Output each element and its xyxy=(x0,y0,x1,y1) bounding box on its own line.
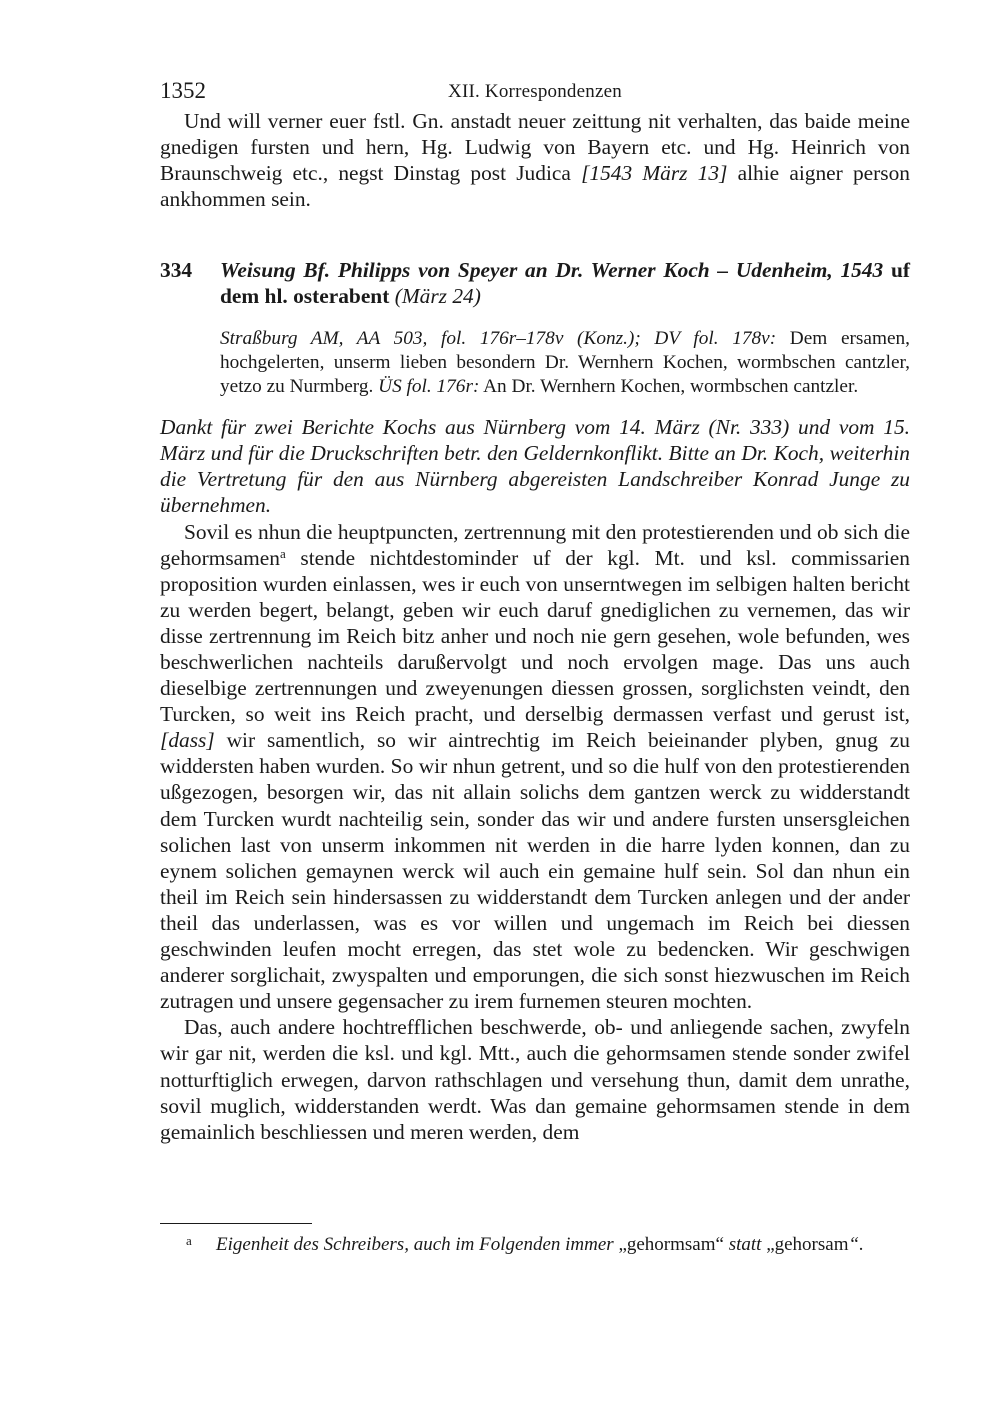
entry-title-main: Weisung Bf. Philipps von Speyer an Dr. Werner Koch – Udenheim, 1543 xyxy=(220,258,884,283)
body-paragraph-1-c: wir samentlich, so wir aintrechtig im Reich beieinander plyben, gnug zu widdersten haben wurden. So wir nhun getrent, und so die hulf von den protestierenden ußgezogen, besorgen wir, das nit allain solichs dem gantzen werck zu widderstandt dem Turcken wurdt nachteilig sein, sonder das wir und andere fursten unsersgleichen solichen last von unserm inkommen nit werden in die harre lyden konnen, dan zu eynem solichen gemaynen werck wil auch ein gemaine hulf sein. Sol dan nhun ein theil im Reich sein hindersassen zu widderstandt dem Turcken anlegen und der ander theil das underlassen, was es vor willen und ungemach im Reich bei diessen geschwinden leufen mocht erregen, das stet wole zu bedencken. Wir geschwigen anderer sorglichait, zwyspalten und emporungen, die sich sonst hiezwuschen im Reich zutragen und unsere gegensacher zu irem furnemen steuren mochten. xyxy=(160,728,910,1014)
footnote-italic-1: Eigenheit des Schreibers, auch im Folgenden immer xyxy=(216,1234,614,1255)
body-paragraph-1-a: Sovil es nhun die heuptpuncten, zertrennung mit den protestierenden und ob sich die gehormsamen xyxy=(160,519,910,570)
source-folio: ÜS fol. 176r: xyxy=(378,375,480,397)
intro-paragraph-text: Und will verner euer fstl. Gn. anstadt neuer zeittung nit verhalten, das baide meine gnedigen fursten und hern, Hg. Ludwig von Bayern etc. und Hg. Heinrich von Braunschweig etc., negst Dinstag post Judica xyxy=(160,109,910,186)
body-paragraph-1-b: stende nichtdestominder uf der kgl. Mt. und ksl. commissarien proposition wurden einlassen, wes ir euch von unserntwegen im selbigen halten bericht zu werden begert, belangt, geben wir euch daruf gnediglichen zu vernemen, das wir disse zertrennung im Reich bitz anher und noch nie gern gesehen, wole befunden, wes beschwerlichen nachteils darußervolgt und noch ervolgen mage. Das uns auch dieselbige zertrennungen und zweyenungen diessen grossen, sorglichsten veindt, den Turcken, so weit ins Reich pracht, und derselbig dermassen verfast und gerust ist, xyxy=(160,545,910,727)
footnote xyxy=(186,1229,910,1257)
entry-title-date: (März 24) xyxy=(394,284,481,309)
page-header xyxy=(160,78,910,108)
footnote-mark: a xyxy=(186,1233,192,1248)
editorial-insert: [dass] xyxy=(160,728,215,753)
entry-title xyxy=(220,257,910,309)
source-archive: Straßburg AM, AA 503, fol. 176r–178v (Konz.); DV fol. 178v: xyxy=(220,328,777,350)
footnote-italic-2: statt xyxy=(728,1234,762,1255)
entry-heading xyxy=(160,257,910,309)
footnote-italic-3: “. xyxy=(848,1234,864,1255)
document-page xyxy=(160,78,910,1145)
running-head: XII. Korrespondenzen xyxy=(448,81,622,102)
footnote-quote-2: „gehorsam xyxy=(761,1234,849,1255)
body-paragraph-2: Das, auch andere hochtrefflichen beschwerde, ob- und anliegende sachen, zwyfeln wir gar nit, werden die ksl. und kgl. Mtt., auch die gehormsamen stende sonder zwifel notturftiglich erwegen, darvon rathschlagen und versehung thun, damit dem unrathe, sovil muglich, widderstanden werdt. Was dan gemaine gehormsamen stende in dem gemainlich beschliessen und meren werden, dem xyxy=(160,1015,910,1144)
intro-paragraph-date: [1543 März 13] xyxy=(581,161,728,186)
entry-title-upright: uf dem hl. osterabent xyxy=(220,258,910,309)
intro-paragraph-end: alhie aigner person ankhommen sein. xyxy=(160,161,910,212)
source-address-1: Dem ersamen, hochgelerten, unserm lieben besondern Dr. Wernhern Kochen, wormbschen cantzler, yetzo zu Nurmberg. xyxy=(220,328,910,397)
intro-paragraph xyxy=(160,108,910,212)
footnote-quote-1: „gehormsam“ xyxy=(613,1234,729,1255)
entry-summary: Dankt für zwei Berichte Kochs aus Nürnberg vom 14. März (Nr. 333) und vom 15. März und für die Druckschriften betr. den Geldernkonflikt. Bitte an Dr. Koch, weiterhin die Vertretung für den aus Nürnberg abgereisten Landschreiber Konrad Junge zu übernehmen. xyxy=(160,415,910,518)
footnote-rule xyxy=(160,1223,312,1224)
source-address-2: An Dr. Wernhern Kochen, wormbschen cantzler. xyxy=(479,375,859,397)
page-number: 1352 xyxy=(160,78,206,103)
entry-number: 334 xyxy=(160,258,193,283)
footnote-reference-a[interactable]: a xyxy=(280,545,286,561)
body-paragraph-1 xyxy=(160,519,910,1015)
source-block xyxy=(220,327,910,398)
